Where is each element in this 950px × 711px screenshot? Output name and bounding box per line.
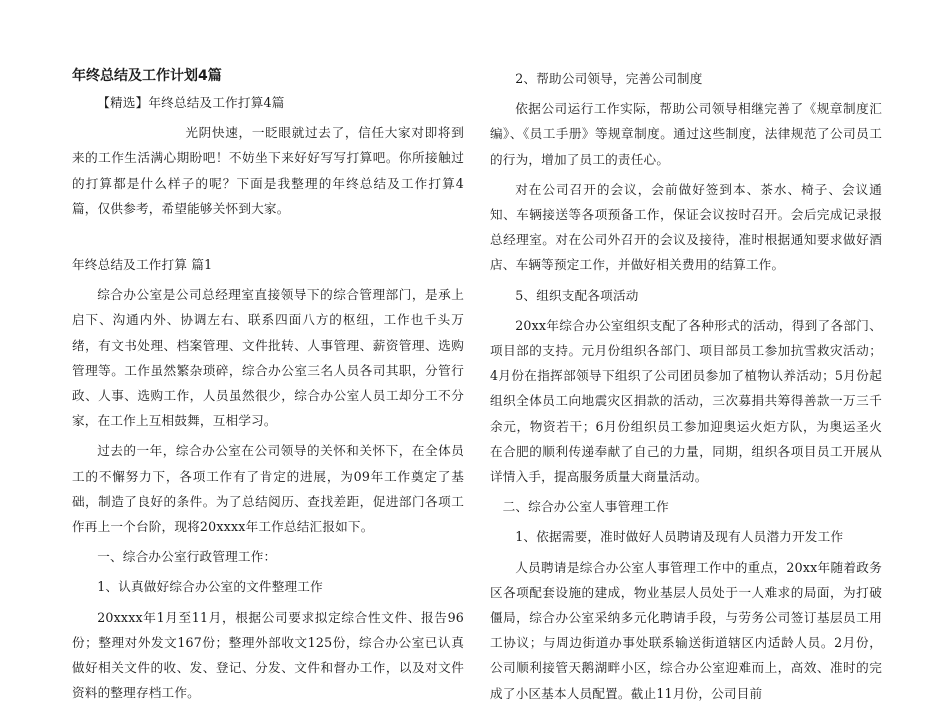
paragraph-meetings: 对在公司召开的会议，会前做好签到本、茶水、椅子、会议通知、车辆接送等各项预备工作，保证会议按时召开。会后完成记录报总经理室。对在公司外召开的会议及接待，准时根据通知要求做好酒店、车辆等预定工作，并做好相关费用的结算工作。 xyxy=(490,181,882,273)
heading-admin-work: 一、综合办公室行政管理工作： xyxy=(97,549,277,565)
spacer xyxy=(72,226,464,252)
heading-recruitment: 1、依据需要，准时做好人员聘请及现有人员潜力开发工作 xyxy=(515,529,844,545)
paragraph-past-year: 过去的一年，综合办公室在公司领导的关怀和关怀下，在全体员工的不懈努力下，各项工作有了肯定的进展，为09年工作奠定了基础，制造了良好的条件。为了总结阅历、查找差距，促进部门各项工作再上一个台阶，现将20xxxx年工作总结汇报如下。 xyxy=(72,443,464,535)
section-heading: 年终总结及工作打算 篇1 xyxy=(72,257,213,273)
heading-hr-work: 二、综合办公室人事管理工作 xyxy=(502,499,669,515)
heading-document-work: 1、认真做好综合办公室的文件整理工作 xyxy=(97,579,323,595)
paragraph-recruitment: 人员聘请是综合办公室人事管理工作中的重点，20xx年随着政务区各项配套设施的建成，物业基层人员处于一人难求的局面，为打破僵局，综合办公室采纳多元化聘请手段，与劳务公司签订基层员工用工协议；与周边街道办事处联系输送街道辖区内适龄人员。2月份，公司顺利接管天鹅湖畔小区，综合办公室迎难而上，高效、准时的完成了小区基本人员配置。截止11月份，公司目前 xyxy=(490,559,882,701)
document-title: 年终总结及工作计划4篇 xyxy=(72,68,222,84)
heading-assist-leaders: 2、帮助公司领导，完善公司制度 xyxy=(515,71,703,86)
subtitle: 【精选】年终总结及工作打算4篇 xyxy=(97,95,285,110)
paragraph-regulations: 依据公司运行工作实际，帮助公司领导相继完善了《规章制度汇编》、《员工手册》等规章制度。通过这些制度，法律规范了公司员工的行为，增加了员工的责任心。 xyxy=(490,101,882,167)
paragraph-overview: 综合办公室是公司总经理室直接领导下的综合管理部门，是承上启下、沟通内外、协调左右、联系四面八方的枢纽，工作也千头万绪，有文书处理、档案管理、文件批转、人事管理、薪资管理、选购管理等。工作虽然繁杂琐碎，综合办公室三名人员各司其职，分管行政、人事、选购工作，人员虽然很少，综合办公室人员工却分工不分家，在工作上互相鼓舞，互相学习。 xyxy=(72,287,464,429)
right-column xyxy=(490,66,882,711)
paragraph-activities: 20xx年综合办公室组织支配了各种形式的活动，得到了各部门、项目部的支持。元月份组织各部门、项目部员工参加抗雪救灾活动；4月份在指挥部领导下组织了公司团员参加了植物认养活动；5月份起组织全体员工向地震灾区捐款的活动，三次募捐共筹得善款一万三千余元，物资若干；6月份组织员工参加迎奥运火炬方队，为奥运圣火在合肥的顺利传递奉献了自己的力量，同期，组织各项目员工开展从详情入手，提高服务质量大商量活动。 xyxy=(490,317,882,485)
intro-paragraph: 光阴快速，一眨眼就过去了，信任大家对即将到来的工作生活满心期盼吧！不妨坐下来好好写写打算吧。你所接触过的打算都是什么样子的呢？下面是我整理的年终总结及工作打算4篇，仅供参考，希望能够关怀到大家。 xyxy=(72,125,464,216)
left-column xyxy=(72,66,464,710)
heading-activities: 5、组织支配各项活动 xyxy=(515,287,639,303)
paragraph-document-stats: 20xxxx年1月至11月，根据公司要求拟定综合性文件、报告96份；整理对外发文167份；整理外部收文125份，综合办公室已认真做好相关文件的收、发、登记、分发、文件和督办工作，以及对文件资料的整理存档工作。 xyxy=(72,609,464,701)
